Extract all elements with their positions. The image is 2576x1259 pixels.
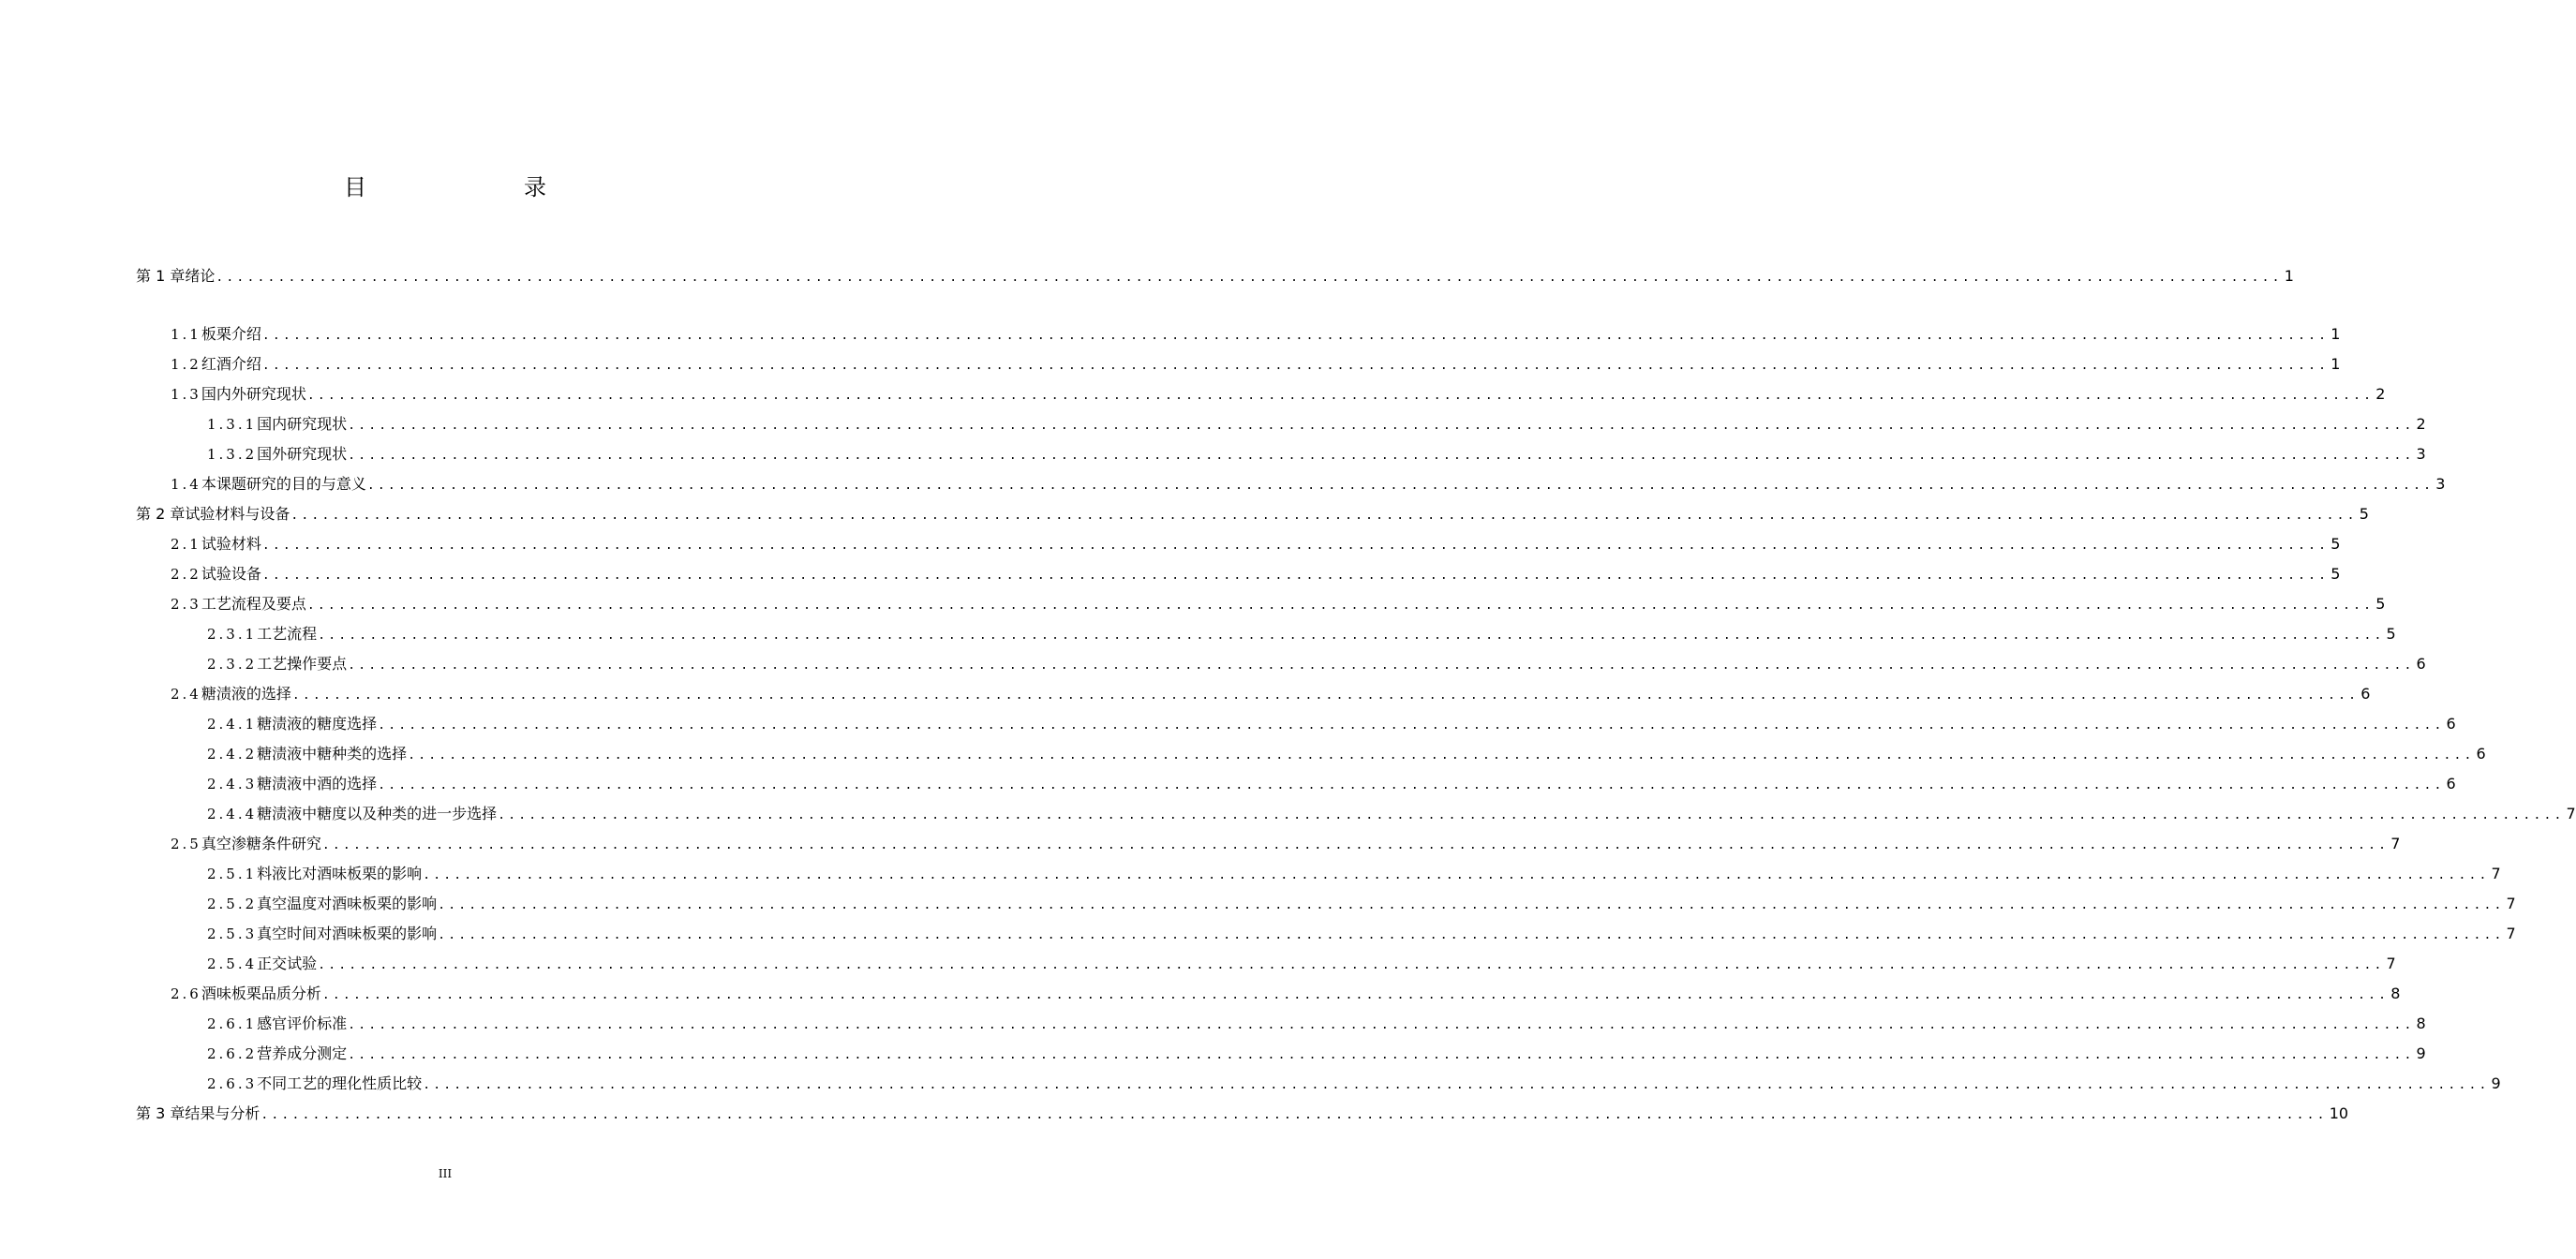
toc-entry-page: 7 [2506, 925, 2516, 942]
toc-entry[interactable] [207, 922, 2516, 946]
toc-entry[interactable] [207, 772, 2456, 796]
toc-dot-leader: ........................................................................................................................................................................................................ [216, 271, 2283, 285]
toc-entry[interactable] [171, 352, 2341, 377]
toc-entry[interactable] [171, 592, 2386, 616]
toc-entry-page: 7 [2491, 865, 2501, 882]
toc-entry-number: 2.6 [171, 985, 201, 1002]
toc-dot-leader: ........................................................................................................................................................................................................ [318, 958, 2385, 972]
toc-entry-title: 不同工艺的理化性质比较 [257, 1074, 423, 1092]
toc-entry-page: 6 [2360, 685, 2371, 703]
toc-entry-page: 5 [2330, 535, 2341, 553]
toc-entry-title: 料液比对酒味板栗的影响 [257, 865, 423, 882]
toc-entry-title: 工艺流程 [257, 625, 318, 643]
toc-entry-number: 2.4.3 [207, 776, 258, 792]
toc-dot-leader: ........................................................................................................................................................................................................ [438, 928, 2505, 942]
toc-entry-title: 糖渍液的糖度选择 [257, 715, 378, 733]
toc-entry-title: 国内外研究现状 [201, 385, 306, 403]
toc-entry-page: 5 [2375, 595, 2386, 613]
toc-entry[interactable] [207, 892, 2516, 916]
toc-entry-page: 3 [2435, 475, 2446, 493]
toc-entry-number: 第 1 章 [136, 267, 186, 285]
toc-entry-page: 7 [2566, 805, 2576, 822]
toc-entry-number: 2.2 [171, 566, 201, 583]
toc-entry[interactable] [207, 652, 2426, 676]
toc-entry-title: 工艺操作要点 [257, 655, 348, 673]
page-number-footer: III [438, 1167, 453, 1180]
toc-entry-title: 糖渍液中酒的选择 [257, 775, 378, 792]
toc-entry-title: 感官评价标准 [257, 1015, 348, 1032]
toc-dot-leader: ........................................................................................................................................................................................................ [408, 748, 2475, 763]
toc-entry-page: 6 [2416, 655, 2426, 673]
toc-entry-page: 5 [2386, 625, 2396, 643]
toc-dot-leader: ........................................................................................................................................................................................................ [348, 419, 2415, 433]
toc-entry-title: 板栗介绍 [201, 325, 261, 343]
toc-entry-number: 2.4.4 [207, 806, 258, 822]
toc-entry-number: 2.4.1 [207, 716, 258, 733]
toc-dot-leader: ........................................................................................................................................................................................................ [261, 359, 2330, 373]
toc-entry-number: 1.2 [171, 356, 201, 373]
toc-entry-number: 1.3.1 [207, 416, 258, 433]
toc-dot-leader: ........................................................................................................................................................................................................ [261, 539, 2330, 553]
toc-dot-leader: ........................................................................................................................................................................................................ [438, 898, 2505, 912]
toc-entry-page: 6 [2476, 745, 2486, 763]
toc-entry[interactable] [171, 562, 2341, 586]
toc-entry-number: 2.6.2 [207, 1045, 258, 1062]
toc-dot-leader: ........................................................................................................................................................................................................ [348, 1018, 2415, 1032]
toc-entry[interactable] [171, 982, 2401, 1006]
toc-entry-number: 第 2 章 [136, 505, 186, 523]
toc-entry[interactable] [171, 472, 2446, 496]
toc-entry-page: 7 [2386, 955, 2396, 972]
toc-entry-number: 2.6.3 [207, 1075, 258, 1092]
toc-entry-page: 2 [2416, 415, 2426, 433]
toc-entry[interactable] [207, 742, 2486, 766]
toc-entry[interactable] [171, 532, 2341, 556]
toc-entry-page: 1 [2284, 267, 2294, 285]
toc-entry[interactable] [207, 622, 2396, 646]
toc-entry[interactable] [136, 502, 2369, 526]
toc-entry-title: 工艺流程及要点 [201, 595, 306, 613]
toc-entry-title: 绪论 [185, 267, 216, 285]
toc-entry[interactable] [171, 382, 2386, 407]
toc-entry-number: 2.3.2 [207, 656, 258, 673]
toc-entry-page: 2 [2375, 385, 2386, 403]
toc-entry-page: 8 [2416, 1015, 2426, 1032]
toc-dot-leader: ........................................................................................................................................................................................................ [366, 479, 2435, 493]
toc-entry[interactable] [207, 952, 2396, 976]
toc-entry-number: 2.6.1 [207, 1015, 258, 1032]
toc-entry-number: 2.5.4 [207, 955, 258, 972]
toc-entry-title: 国内研究现状 [257, 415, 348, 433]
toc-dot-leader: ........................................................................................................................................................................................................ [423, 868, 2490, 882]
toc-entry-page: 9 [2491, 1074, 2501, 1092]
toc-entry[interactable] [207, 1042, 2426, 1066]
toc-dot-leader: ........................................................................................................................................................................................................ [348, 1048, 2415, 1062]
toc-entry-title: 试验设备 [201, 565, 261, 583]
toc-entry-number: 2.4 [171, 686, 201, 703]
toc-dot-leader: ........................................................................................................................................................................................................ [348, 449, 2415, 463]
toc-entry[interactable] [207, 442, 2426, 467]
toc-dot-leader: ........................................................................................................................................................................................................ [261, 569, 2330, 583]
toc-entry-page: 6 [2446, 775, 2456, 792]
toc-entry-title: 营养成分测定 [257, 1044, 348, 1062]
toc-entry-number: 2.5 [171, 836, 201, 852]
toc-dot-leader: ........................................................................................................................................................................................................ [306, 389, 2375, 403]
toc-entry-page: 10 [2329, 1104, 2349, 1122]
toc-entry[interactable] [207, 1072, 2501, 1096]
toc-entry-number: 第 3 章 [136, 1104, 186, 1122]
toc-entry-title: 酒味板栗品质分析 [201, 985, 321, 1002]
toc-entry-page: 9 [2416, 1044, 2426, 1062]
page-title: 目 录 [344, 174, 584, 200]
toc-entry[interactable] [136, 264, 2294, 289]
toc-entry[interactable] [207, 412, 2426, 437]
toc-entry-page: 6 [2446, 715, 2456, 733]
toc-entry-title: 真空渗糖条件研究 [201, 835, 321, 852]
toc-entry[interactable] [171, 832, 2401, 856]
toc-entry[interactable] [171, 682, 2371, 706]
toc-entry-title: 糖渍液中糖度以及种类的进一步选择 [257, 805, 498, 822]
toc-dot-leader: ........................................................................................................................................................................................................ [348, 659, 2415, 673]
toc-entry-number: 2.3.1 [207, 626, 258, 643]
toc-entry-number: 2.4.2 [207, 746, 258, 763]
toc-entry-title: 正交试验 [257, 955, 318, 972]
toc-dot-leader: ........................................................................................................................................................................................................ [378, 718, 2445, 733]
toc-dot-leader: ........................................................................................................................................................................................................ [498, 808, 2565, 822]
toc-dot-leader: ........................................................................................................................................................................................................ [423, 1078, 2490, 1092]
toc-dot-leader: ........................................................................................................................................................................................................ [321, 988, 2390, 1002]
toc-dot-leader: ........................................................................................................................................................................................................ [378, 778, 2445, 792]
toc-dot-leader: ........................................................................................................................................................................................................ [318, 629, 2385, 643]
toc-entry-number: 2.5.1 [207, 866, 258, 882]
toc-entry-title: 本课题研究的目的与意义 [201, 475, 366, 493]
toc-entry-title: 糖渍液的选择 [201, 685, 291, 703]
toc-entry[interactable] [136, 1102, 2349, 1126]
toc-dot-leader: ........................................................................................................................................................................................................ [306, 599, 2375, 613]
toc-entry-title: 糖渍液中糖种类的选择 [257, 745, 408, 763]
toc-entry-page: 5 [2359, 505, 2369, 523]
toc-entry-number: 2.5.2 [207, 896, 258, 912]
toc-entry-title: 真空温度对酒味板栗的影响 [257, 895, 438, 912]
toc-entry-title: 国外研究现状 [257, 445, 348, 463]
toc-dot-leader: ........................................................................................................................................................................................................ [321, 838, 2390, 852]
toc-entry-page: 8 [2390, 985, 2401, 1002]
toc-entry-page: 3 [2416, 445, 2426, 463]
toc-entry-title: 试验材料与设备 [185, 505, 290, 523]
toc-entry[interactable] [207, 712, 2456, 736]
toc-entry-number: 1.3.2 [207, 446, 258, 463]
toc-entry[interactable] [207, 862, 2501, 886]
toc-dot-leader: ........................................................................................................................................................................................................ [291, 689, 2360, 703]
toc-entry[interactable] [207, 802, 2576, 826]
toc-entry-title: 真空时间对酒味板栗的影响 [257, 925, 438, 942]
toc-entry-number: 2.5.3 [207, 926, 258, 942]
toc-entry[interactable] [171, 322, 2341, 347]
toc-entry-page: 1 [2330, 325, 2341, 343]
toc-entry-page: 5 [2330, 565, 2341, 583]
toc-entry-number: 1.1 [171, 326, 201, 343]
toc-entry-page: 7 [2390, 835, 2401, 852]
toc-entry-number: 1.3 [171, 386, 201, 403]
toc-entry-title: 结果与分析 [185, 1104, 261, 1122]
toc-dot-leader: ........................................................................................................................................................................................................ [290, 509, 2358, 523]
toc-entry-number: 1.4 [171, 476, 201, 493]
toc-entry-page: 7 [2506, 895, 2516, 912]
toc-dot-leader: ........................................................................................................................................................................................................ [261, 1108, 2328, 1122]
toc-entry-title: 试验材料 [201, 535, 261, 553]
toc-entry-page: 1 [2330, 355, 2341, 373]
toc-entry[interactable] [207, 1012, 2426, 1036]
toc-entry-title: 红酒介绍 [201, 355, 261, 373]
toc-entry-number: 2.3 [171, 596, 201, 613]
toc-dot-leader: ........................................................................................................................................................................................................ [261, 329, 2330, 343]
toc-entry-number: 2.1 [171, 536, 201, 553]
